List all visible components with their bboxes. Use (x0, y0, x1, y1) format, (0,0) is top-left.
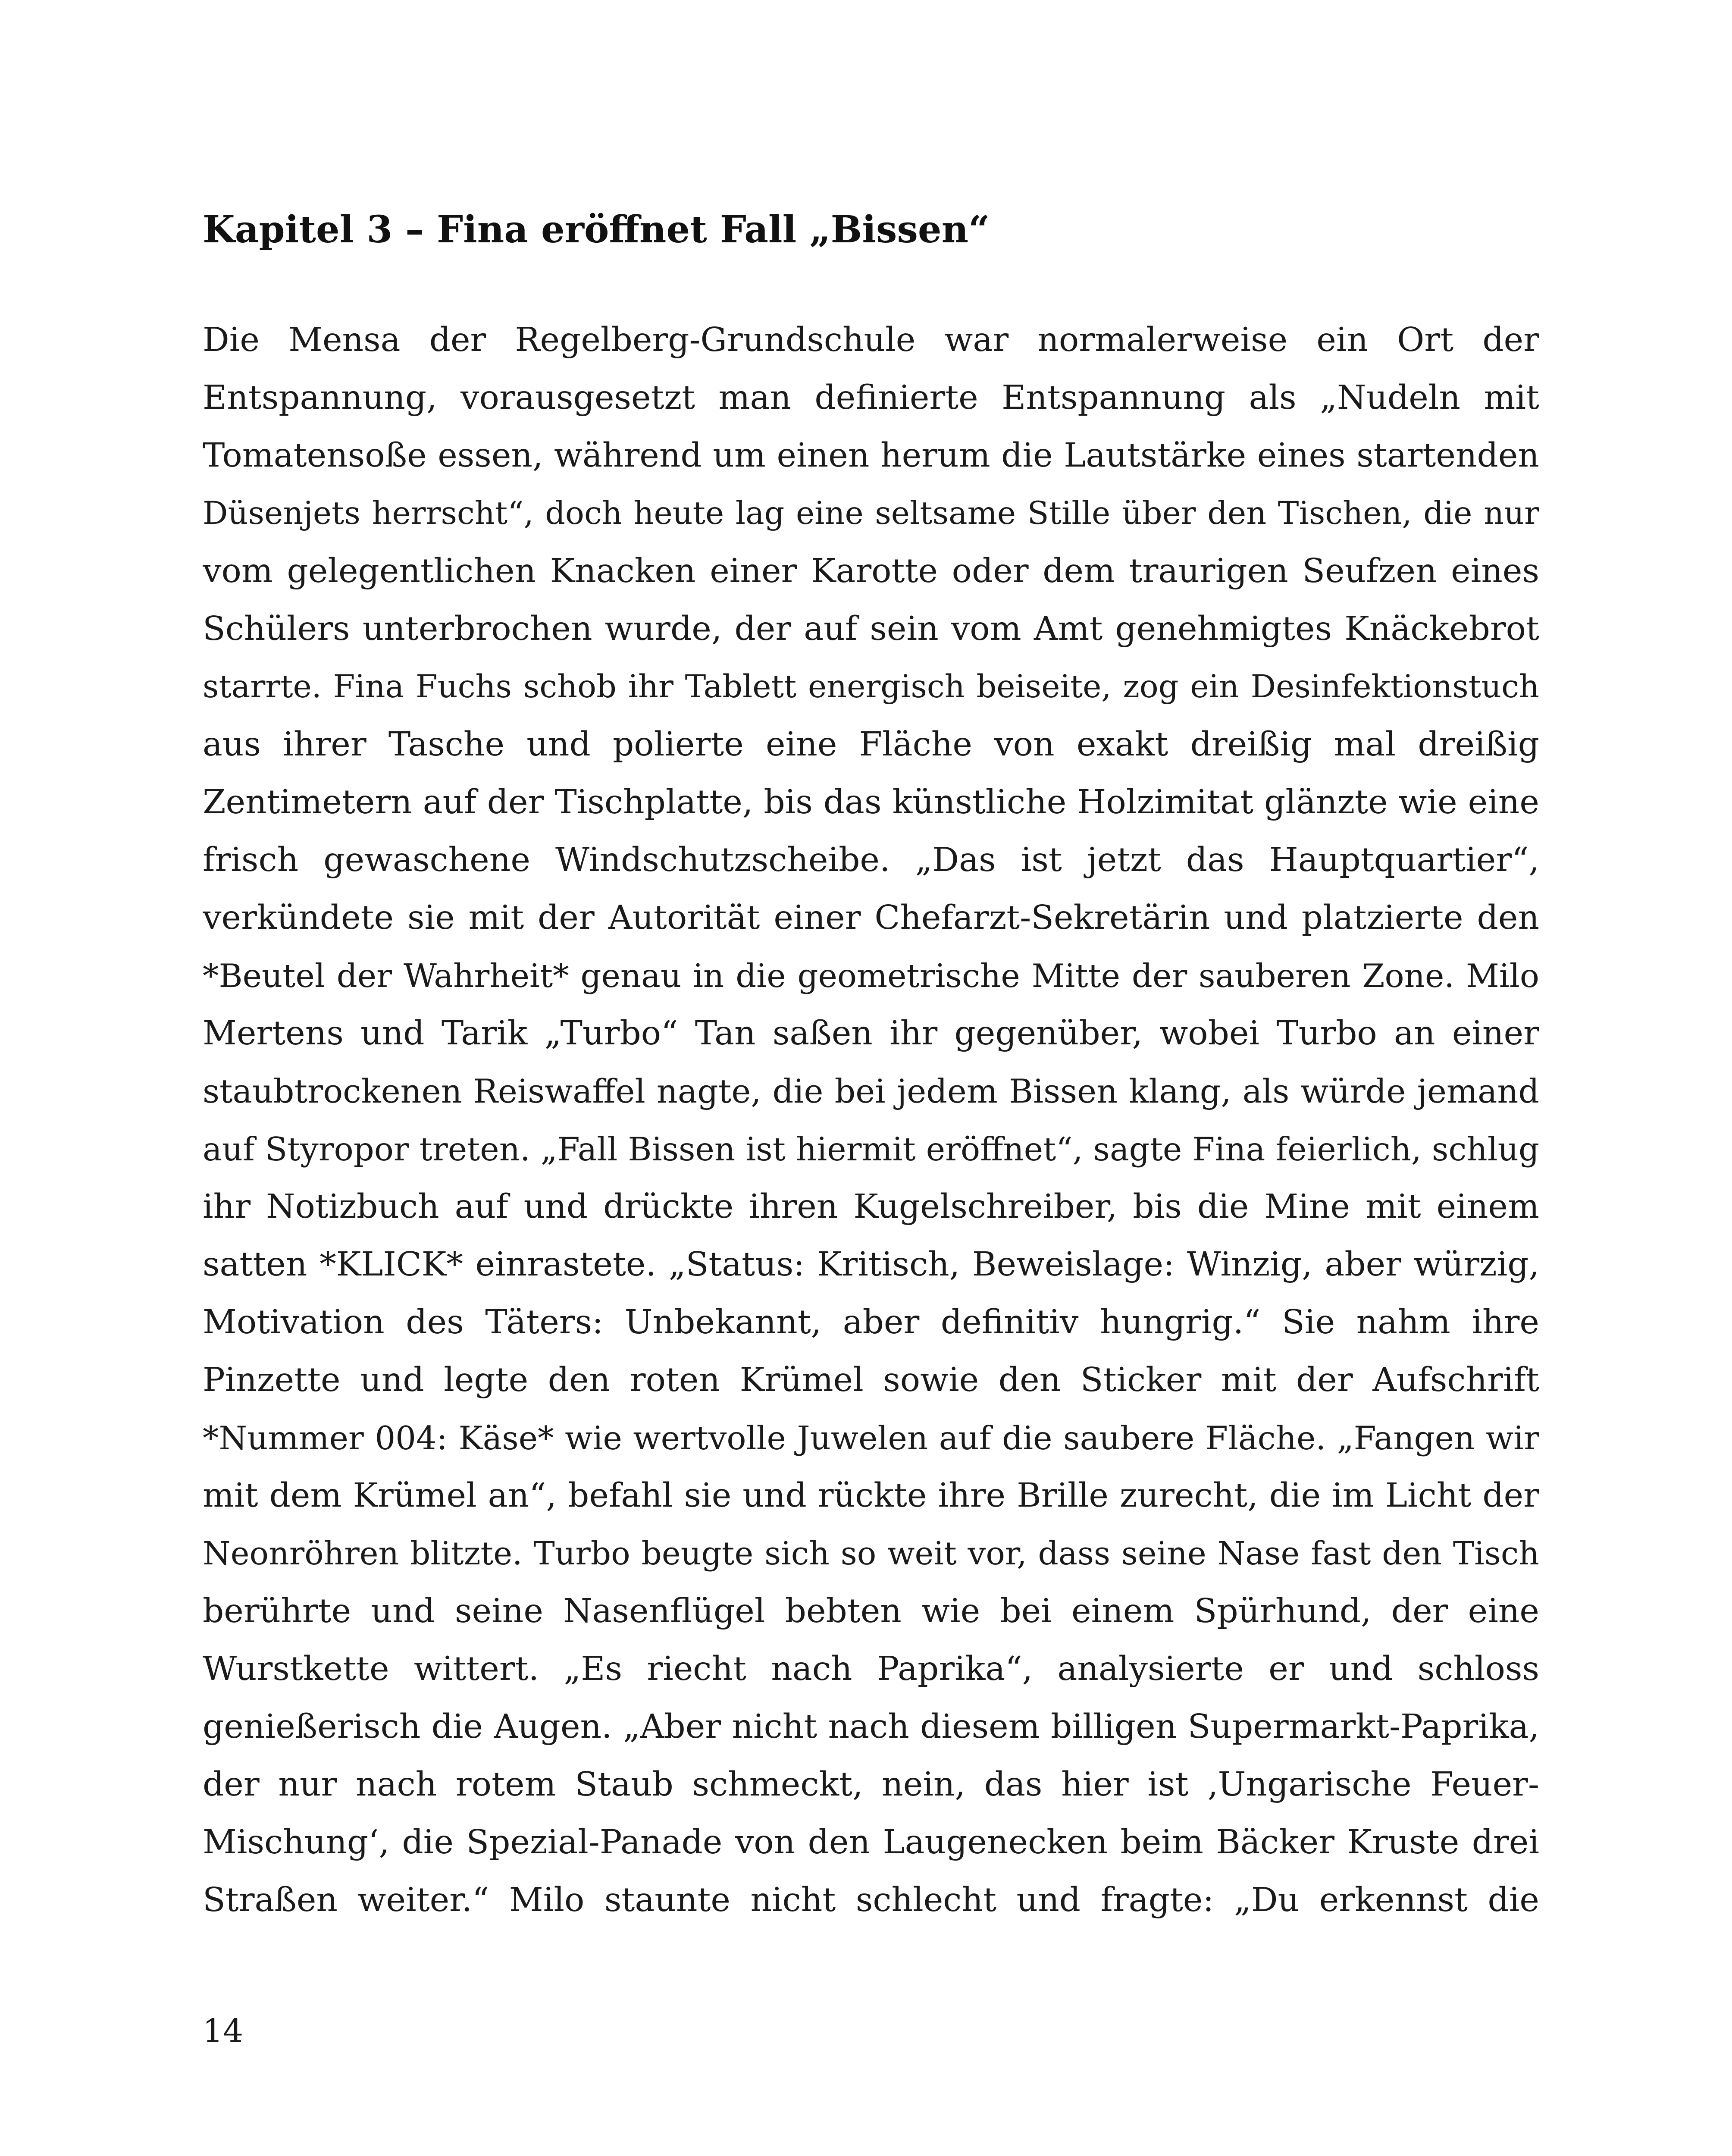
text-line: satten *KLICK* einrastete. „Status: Kritisch, Beweislage: Winzig, aber würzig, (203, 1245, 1539, 1284)
text-line: Pinzette und legte den roten Krümel sowie den Sticker mit der Aufschrift (203, 1361, 1539, 1399)
text-line: ihr Notizbuch auf und drückte ihren Kugelschreiber, bis die Mine mit einem (203, 1188, 1539, 1226)
text-line: Tomatensoße essen, während um einen herum die Lautstärke eines startenden (203, 436, 1539, 475)
text-line: *Beutel der Wahrheit* genau in die geometrische Mitte der sauberen Zone. Milo (203, 957, 1539, 995)
text-line: frisch gewaschene Windschutzscheibe. „Das ist jetzt das Hauptquartier“, (203, 841, 1539, 879)
text-line: Schülers unterbrochen wurde, der auf sein vom Amt genehmigtes Knäckebrot (203, 610, 1539, 648)
text-line: Motivation des Täters: Unbekannt, aber definitiv hungrig.“ Sie nahm ihre (203, 1303, 1539, 1341)
text-line: *Nummer 004: Käse* wie wertvolle Juwelen auf die saubere Fläche. „Fangen wir (203, 1419, 1539, 1457)
text-line: Die Mensa der Regelberg-Grundschule war normalerweise ein Ort der (203, 321, 1539, 359)
text-line: Neonröhren blitzte. Turbo beugte sich so weit vor, dass seine Nase fast den Tisch (203, 1535, 1539, 1572)
text-line: mit dem Krümel an“, befahl sie und rückte ihre Brille zurecht, die im Licht der (203, 1476, 1539, 1515)
text-line: Zentimetern auf der Tischplatte, bis das künstliche Holzimitat glänzte wie eine (203, 783, 1539, 821)
text-line: Düsenjets herrscht“, doch heute lag eine seltsame Stille über den Tischen, die nur (203, 495, 1539, 532)
text-line: aus ihrer Tasche und polierte eine Fläche von exakt dreißig mal dreißig (203, 725, 1539, 764)
text-line: berührte und seine Nasenflügel bebten wie bei einem Spürhund, der eine (203, 1592, 1539, 1630)
text-line: vom gelegentlichen Knacken einer Karotte oder dem traurigen Seufzen eines (203, 552, 1539, 590)
text-line: verkündete sie mit der Autorität einer Chefarzt-Sekretärin und platzierte den (203, 899, 1539, 937)
text-line: staubtrockenen Reiswaffel nagte, die bei jedem Bissen klang, als würde jemand (203, 1072, 1539, 1110)
text-line: Mischung‘, die Spezial-Panade von den Laugenecken beim Bäcker Kruste drei (203, 1823, 1539, 1861)
text-line: genießerisch die Augen. „Aber nicht nach diesem billigen Supermarkt-Paprika, (203, 1708, 1539, 1746)
text-line: der nur nach rotem Staub schmeckt, nein, das hier ist ‚Ungarische Feuer- (203, 1765, 1539, 1804)
body-text (203, 311, 1539, 1929)
text-line: Straßen weiter.“ Milo staunte nicht schlecht und fragte: „Du erkennst die (203, 1881, 1539, 1919)
text-line: auf Styropor treten. „Fall Bissen ist hiermit eröffnet“, sagte Fina feierlich, schlug (203, 1130, 1539, 1168)
text-line: starrte. Fina Fuchs schob ihr Tablett energisch beiseite, zog ein Desinfektionstuch (203, 668, 1539, 705)
chapter-title: Kapitel 3 – Fina eröffnet Fall „Bissen“ (203, 208, 990, 251)
text-line: Mertens und Tarik „Turbo“ Tan saßen ihr gegenüber, wobei Turbo an einer (203, 1014, 1539, 1053)
text-line: Wurstkette wittert. „Es riecht nach Paprika“, analysierte er und schloss (203, 1650, 1539, 1688)
text-line: Entspannung, vorausgesetzt man definierte Entspannung als „Nudeln mit (203, 379, 1539, 417)
page-number: 14 (203, 2012, 244, 2049)
